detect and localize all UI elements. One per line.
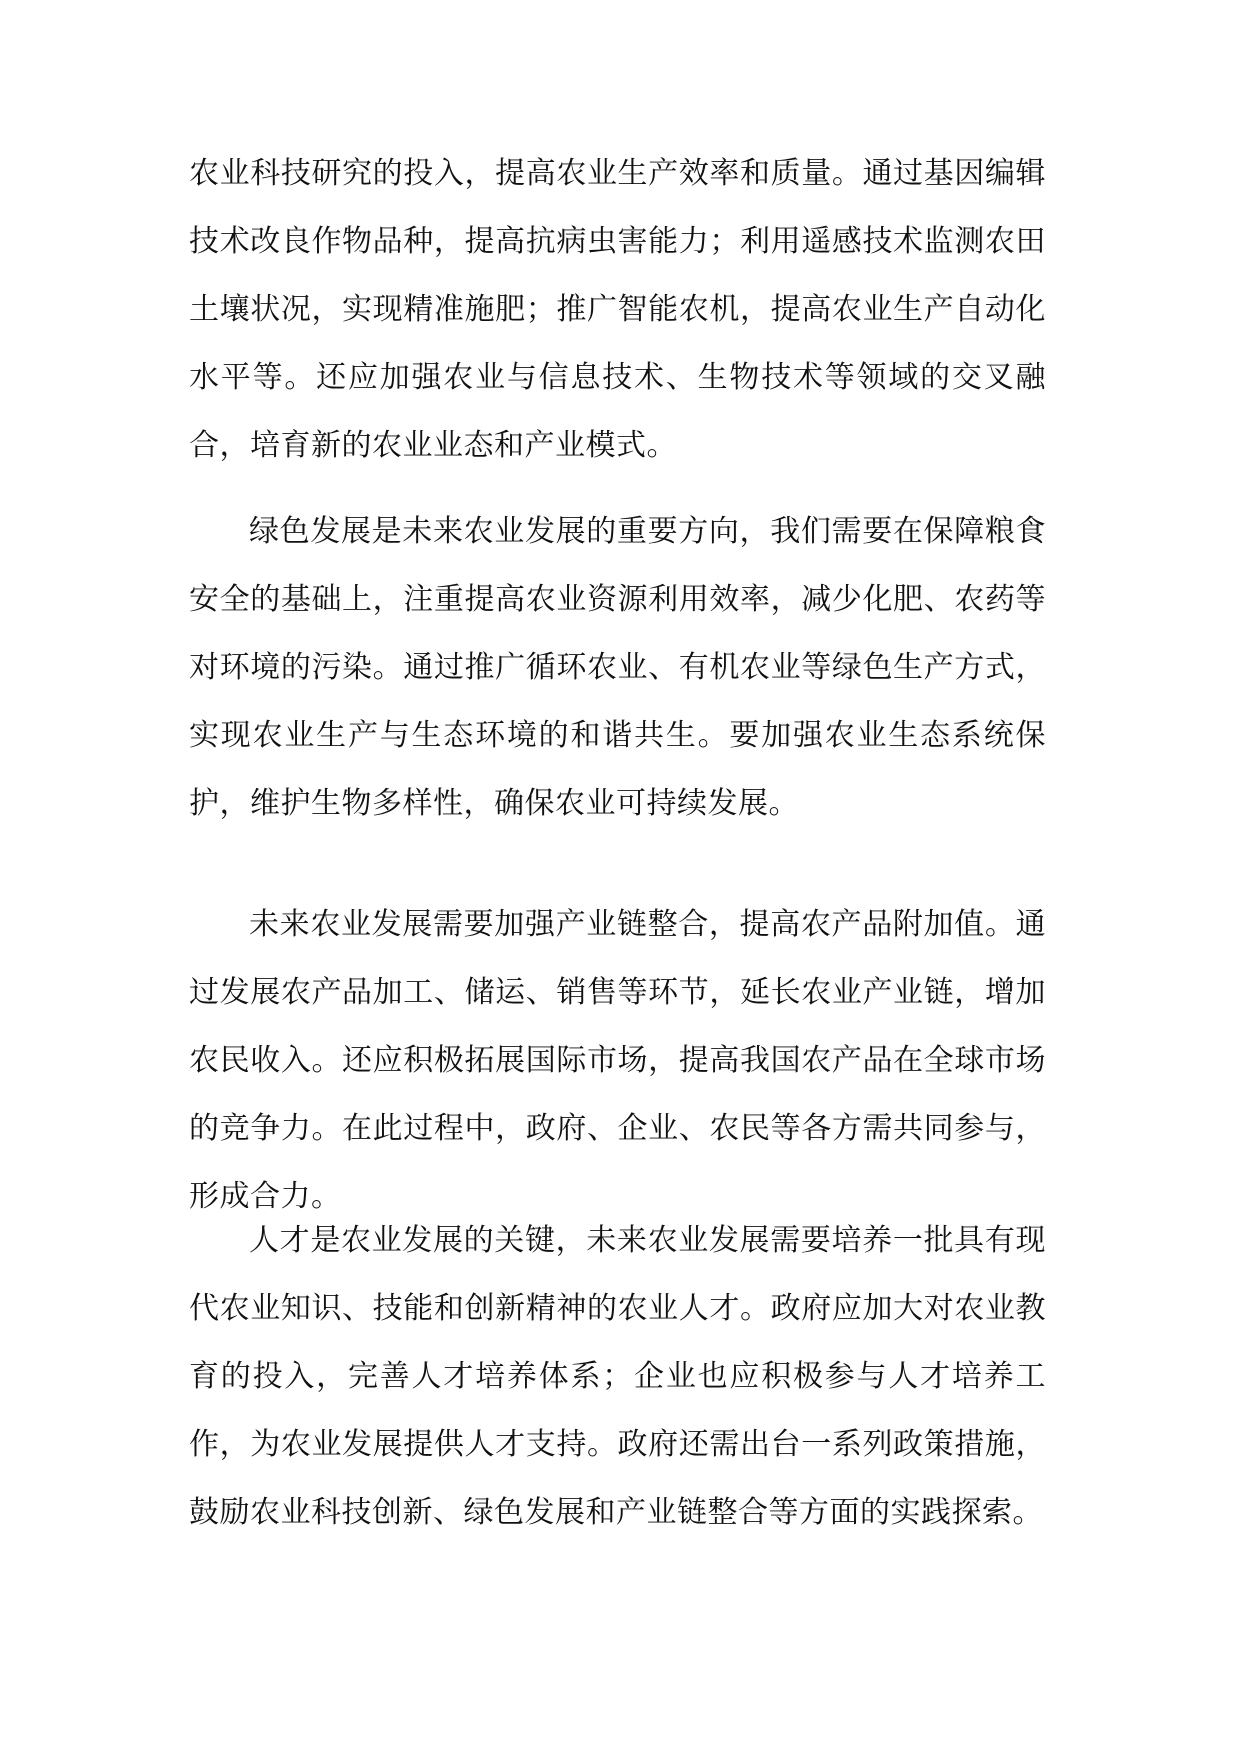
paragraph-talent: 人才是农业发展的关键，未来农业发展需要培养一批具有现代农业知识、技能和创新精神的农业人才。政府应加大对农业教育的投入，完善人才培养体系；企业也应积极参与人才培养工作，为农业发展提供人才支持。政府还需出台一系列政策措施，鼓励农业科技创新、绿色发展和产业链整合等方面的实践探索。 xyxy=(189,1223,1046,1530)
paragraph-green-development: 绿色发展是未来农业发展的重要方向，我们需要在保障粮食安全的基础上，注重提高农业资源利用效率，减少化肥、农药等对环境的污染。通过推广循环农业、有机农业等绿色生产方式，实现农业生产与生态环境的和谐共生。要加强农业生态系统保护，维护生物多样性，确保农业可持续发展。 xyxy=(189,514,1046,821)
paragraph-industry-chain: 未来农业发展需要加强产业链整合，提高农产品附加值。通过发展农产品加工、储运、销售等环节，延长农业产业链，增加农民收入。还应积极拓展国际市场，提高我国农产品在全球市场的竞争力。在此过程中，政府、企业、农民等各方需共同参与，形成合力。 xyxy=(189,907,1046,1214)
paragraph-tech-investment: 农业科技研究的投入，提高农业生产效率和质量。通过基因编辑技术改良作物品种，提高抗病虫害能力；利用遥感技术监测农田土壤状况，实现精准施肥；推广智能农机，提高农业生产自动化水平等。还应加强农业与信息技术、生物技术等领域的交叉融合，培育新的农业业态和产业模式。 xyxy=(189,156,1046,463)
